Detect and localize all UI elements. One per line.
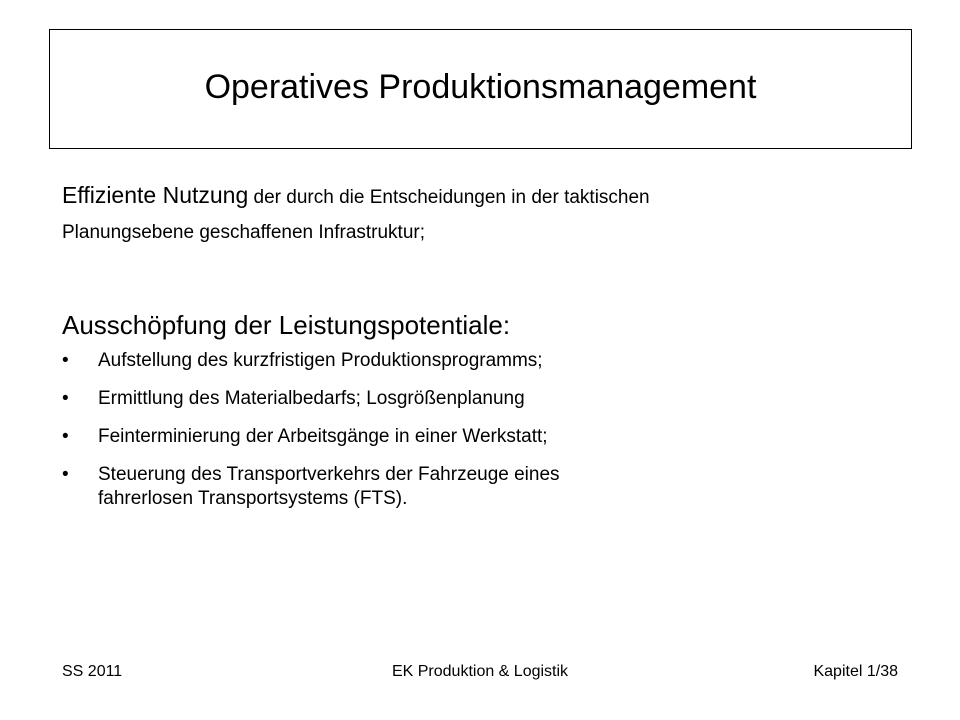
bullet-text xyxy=(98,349,543,373)
slide-title: Operatives Produktionsmanagement xyxy=(204,68,757,106)
bullet-text xyxy=(98,463,560,511)
title-box xyxy=(49,29,912,149)
footer-course: EK Produktion & Logistik xyxy=(391,663,569,680)
intro-paragraph xyxy=(62,176,922,252)
bullet-line: Feinterminierung der Arbeitsgänge in einer Werkstatt; xyxy=(98,426,548,447)
bullet-item xyxy=(62,463,922,511)
bullet-line: Aufstellung des kurzfristigen Produktionsprogramms; xyxy=(98,350,543,371)
section-heading: Ausschöpfung der Leistungspotentiale: xyxy=(62,310,511,340)
bullet-text xyxy=(98,425,548,449)
bullet-item xyxy=(62,425,922,449)
footer-page-number: Kapitel 1/38 xyxy=(813,663,898,680)
footer-semester: SS 2011 xyxy=(62,663,123,680)
bullet-marker: • xyxy=(62,388,69,409)
bullet-text xyxy=(98,387,525,411)
bullet-marker: • xyxy=(62,464,69,485)
bullet-marker: • xyxy=(62,350,69,371)
intro-lead: Effiziente Nutzung xyxy=(62,182,249,208)
bullet-line: Ermittlung des Materialbedarfs; Losgrößenplanung xyxy=(98,388,525,409)
bullet-line: Steuerung des Transportverkehrs der Fahrzeuge eines xyxy=(98,464,560,485)
bullet-item xyxy=(62,387,922,411)
bullet-item xyxy=(62,349,922,373)
bullet-list xyxy=(62,349,922,525)
intro-line-2: Planungsebene geschaffenen Infrastruktur; xyxy=(62,222,426,243)
intro-rest: der durch die Entscheidungen in der taktischen xyxy=(253,187,650,208)
bullet-line: fahrerlosen Transportsystems (FTS). xyxy=(98,488,408,509)
bullet-marker: • xyxy=(62,426,69,447)
intro-line-1 xyxy=(62,176,922,214)
